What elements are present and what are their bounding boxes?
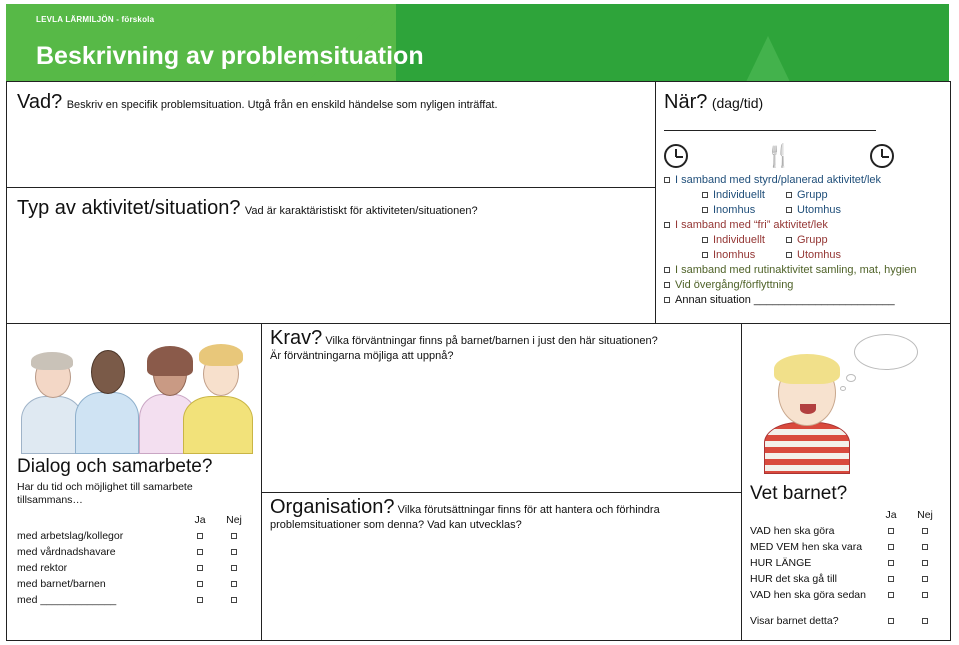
vad-text: Beskriv en specifik problemsituation. Utgå från en enskild händelse som nyligen inträffat. [66, 99, 498, 111]
org-text: Vilka förutsättningar finns för att hantera och förhindra [397, 504, 660, 516]
nar-option[interactable]: Utomhus [786, 204, 841, 216]
nar-option[interactable]: Inomhus [702, 249, 786, 261]
checkbox-no[interactable] [922, 576, 928, 582]
col-yes: Ja [194, 514, 206, 526]
vet-title: Vet barnet? [750, 483, 848, 504]
nar-option[interactable]: Grupp [786, 189, 828, 201]
checkbox-no[interactable] [922, 592, 928, 598]
checkbox-yes[interactable] [197, 597, 203, 603]
nar-option[interactable]: Utomhus [786, 249, 841, 261]
col-no: Nej [917, 509, 933, 521]
nar-option[interactable]: Individuellt [702, 234, 786, 246]
nar-option[interactable]: I samband med styrd/planerad aktivitet/lek [664, 174, 942, 186]
checkbox[interactable] [664, 267, 670, 273]
checkbox[interactable] [702, 237, 708, 243]
checkbox-no[interactable] [922, 618, 928, 624]
typ-text: Vad är karaktäristiskt för aktiviteten/situationen? [244, 205, 478, 217]
dialog-section [6, 323, 262, 641]
typ-section[interactable] [6, 187, 656, 324]
checkbox[interactable] [786, 192, 792, 198]
krav-section[interactable] [261, 323, 742, 493]
checkbox-yes[interactable] [197, 565, 203, 571]
nar-icon-row [664, 144, 894, 168]
nar-option[interactable]: Inomhus [702, 204, 786, 216]
child-hair [774, 354, 840, 384]
table-row: HUR det ska gå till [750, 571, 942, 587]
checkbox[interactable] [664, 297, 670, 303]
nar-heading-sub: (dag/tid) [711, 95, 764, 111]
typ-heading: Typ av aktivitet/situation? [17, 197, 241, 219]
vet-section [741, 323, 951, 641]
cutlery-icon: 🍴 [765, 143, 793, 168]
org-section[interactable] [261, 492, 742, 641]
vet-table [750, 507, 942, 629]
thought-cloud-icon [854, 334, 918, 370]
table-row: med arbetslag/kollegor [17, 528, 251, 544]
nar-option[interactable]: Individuellt [702, 189, 786, 201]
table-row: HUR LÄNGE [750, 555, 942, 571]
checkbox[interactable] [664, 222, 670, 228]
checkbox-yes[interactable] [888, 618, 894, 624]
krav-text: Vilka förväntningar finns på barnet/barnen i just den här situationen? [325, 335, 658, 347]
dialog-title: Dialog och samarbete? [17, 456, 213, 477]
table-row: VAD hen ska göra sedan [750, 587, 942, 603]
checkbox-yes[interactable] [197, 549, 203, 555]
checkbox-no[interactable] [231, 565, 237, 571]
checkbox-no[interactable] [922, 528, 928, 534]
checkbox-yes[interactable] [888, 592, 894, 598]
nar-section [655, 81, 951, 324]
child-body [764, 422, 850, 474]
nar-sub-options [664, 204, 942, 216]
thought-bubble-dot [846, 374, 856, 382]
person-hair [199, 344, 243, 366]
checkbox-yes[interactable] [888, 528, 894, 534]
checkbox-no[interactable] [231, 597, 237, 603]
col-no: Nej [226, 514, 242, 526]
person-body [21, 396, 83, 454]
nar-option[interactable]: I samband med rutinaktivitet samling, mat, hygien [664, 264, 942, 276]
banner-kicker: LEVLA LÄRMILJÖN - förskola [36, 15, 155, 24]
org-text-2: problemsituationer som denna? Vad kan utvecklas? [270, 519, 522, 531]
checkbox-no[interactable] [231, 533, 237, 539]
checkbox[interactable] [702, 192, 708, 198]
vad-section[interactable] [6, 81, 656, 188]
child-mouth [800, 404, 816, 414]
checkbox-no[interactable] [922, 560, 928, 566]
dialog-question: Har du tid och möjlighet till samarbete tillsammans… [17, 481, 193, 506]
vad-heading: Vad? [17, 91, 63, 113]
checkbox[interactable] [786, 237, 792, 243]
people-illustration [17, 326, 251, 454]
nar-option[interactable]: Vid övergång/förflyttning [664, 279, 942, 291]
checkbox[interactable] [664, 177, 670, 183]
table-row: med rektor [17, 560, 251, 576]
nar-sub-options [664, 189, 942, 201]
checkbox-yes[interactable] [197, 581, 203, 587]
checkbox-no[interactable] [231, 581, 237, 587]
krav-text-2: Är förväntningarna möjliga att uppnå? [270, 350, 454, 362]
dialog-table [17, 512, 251, 608]
child-illustration [750, 324, 942, 479]
nar-option[interactable]: Annan situation _______________________ [664, 294, 942, 306]
table-row: VAD hen ska göra [750, 523, 942, 539]
col-yes: Ja [885, 509, 897, 521]
nar-sub-options [664, 234, 942, 246]
checkbox-yes[interactable] [888, 576, 894, 582]
person-head [91, 350, 125, 394]
person-body [183, 396, 253, 454]
table-row: med _____________ [17, 592, 251, 608]
thought-bubble-dot [840, 386, 846, 391]
banner-triangle [746, 36, 790, 82]
header-banner [6, 4, 949, 82]
checkbox[interactable] [786, 207, 792, 213]
nar-option[interactable]: I samband med “fri” aktivitet/lek [664, 219, 942, 231]
checkbox-no[interactable] [922, 544, 928, 550]
checkbox-yes[interactable] [888, 544, 894, 550]
table-row: med vårdnadshavare [17, 544, 251, 560]
checkbox[interactable] [702, 252, 708, 258]
checkbox-yes[interactable] [197, 533, 203, 539]
table-row: MED VEM hen ska vara [750, 539, 942, 555]
org-heading: Organisation? [270, 496, 395, 518]
clock-icon [664, 144, 688, 168]
table-row: Visar barnet detta? [750, 613, 942, 629]
nar-answer-line[interactable] [664, 119, 876, 131]
person-hair [147, 346, 193, 376]
nar-heading: När? [664, 91, 708, 113]
table-row: med barnet/barnen [17, 576, 251, 592]
nar-sub-options [664, 249, 942, 261]
person-hair [31, 352, 73, 370]
checkbox-no[interactable] [231, 549, 237, 555]
page-title: Beskrivning av problemsituation [36, 42, 424, 70]
checkbox[interactable] [702, 207, 708, 213]
checkbox-yes[interactable] [888, 560, 894, 566]
person-body [75, 392, 139, 454]
krav-heading: Krav? [270, 327, 323, 349]
checkbox[interactable] [664, 282, 670, 288]
nar-option[interactable]: Grupp [786, 234, 828, 246]
clock-icon [870, 144, 894, 168]
checkbox[interactable] [786, 252, 792, 258]
